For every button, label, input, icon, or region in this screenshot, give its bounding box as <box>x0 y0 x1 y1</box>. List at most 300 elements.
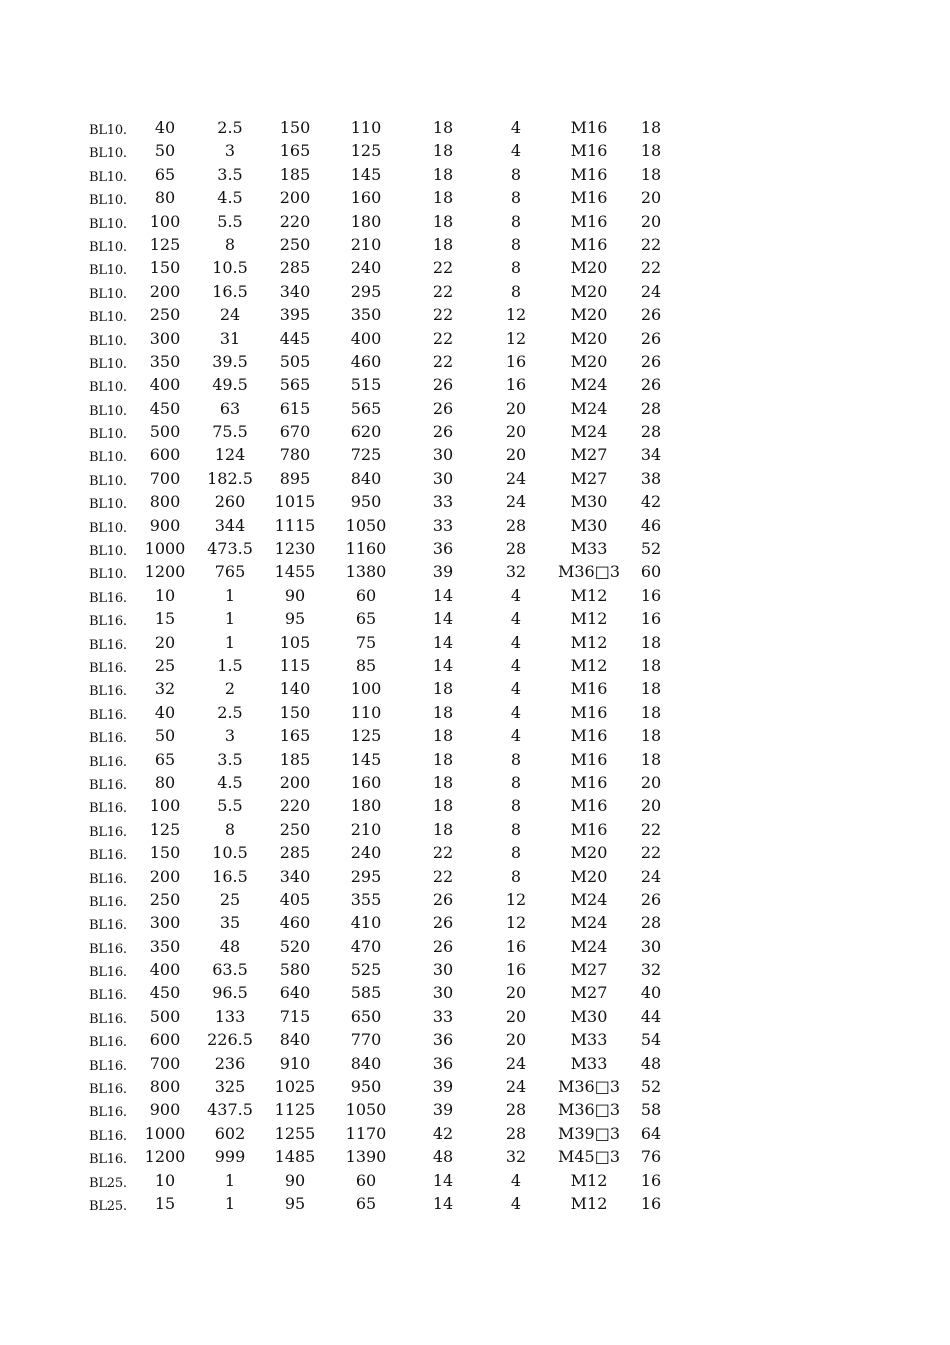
bolt-count-cell: 8 <box>510 258 522 278</box>
table-row <box>0 631 950 654</box>
series-code-cell: BL16. <box>89 1035 127 1051</box>
hole-diameter-cell: 18 <box>432 211 454 231</box>
weight-cell: 16.5 <box>212 281 248 301</box>
bolt-circle-cell: 110 <box>350 702 382 722</box>
bolt-count-cell: 4 <box>510 655 522 675</box>
table-row <box>0 677 950 700</box>
series-code-cell: BL16. <box>89 941 127 957</box>
nominal-size-cell: 200 <box>149 866 181 886</box>
nominal-size-cell: 15 <box>154 609 176 629</box>
series-code-cell: BL10. <box>89 473 127 489</box>
nominal-size-cell: 800 <box>149 1077 181 1097</box>
bolt-count-cell: 20 <box>505 983 527 1003</box>
hole-diameter-cell: 30 <box>432 960 454 980</box>
series-code-cell: BL16. <box>89 1011 127 1027</box>
bolt-count-cell: 20 <box>505 398 527 418</box>
bolt-count-cell: 8 <box>510 188 522 208</box>
bolt-size-cell: M30 <box>570 1006 608 1026</box>
thickness-cell: 18 <box>640 679 662 699</box>
thickness-cell: 40 <box>640 983 662 1003</box>
hole-diameter-cell: 26 <box>432 398 454 418</box>
bolt-count-cell: 20 <box>505 445 527 465</box>
hole-diameter-cell: 22 <box>432 281 454 301</box>
bolt-count-cell: 4 <box>510 609 522 629</box>
thickness-cell: 28 <box>640 913 662 933</box>
table-row <box>0 233 950 256</box>
bolt-circle-cell: 110 <box>350 118 382 137</box>
bolt-count-cell: 28 <box>505 539 527 559</box>
nominal-size-cell: 80 <box>154 188 176 208</box>
bolt-count-cell: 4 <box>510 141 522 161</box>
nominal-size-cell: 700 <box>149 1053 181 1073</box>
table-row <box>0 958 950 981</box>
bolt-size-cell: M12 <box>570 609 608 629</box>
bolt-circle-cell: 180 <box>350 796 382 816</box>
nominal-size-cell: 10 <box>154 1170 176 1190</box>
thickness-cell: 22 <box>640 258 662 278</box>
outer-diameter-cell: 615 <box>279 398 311 418</box>
bolt-count-cell: 8 <box>510 749 522 769</box>
series-code-cell: BL10. <box>89 286 127 302</box>
thickness-cell: 24 <box>640 866 662 886</box>
thickness-cell: 26 <box>640 889 662 909</box>
bolt-circle-cell: 75 <box>355 632 377 652</box>
series-code-cell: BL10. <box>89 497 127 513</box>
weight-cell: 3.5 <box>217 749 243 769</box>
thickness-cell: 26 <box>640 305 662 325</box>
bolt-circle-cell: 515 <box>350 375 382 395</box>
table-row <box>0 584 950 607</box>
bolt-circle-cell: 125 <box>350 726 382 746</box>
outer-diameter-cell: 150 <box>279 118 311 137</box>
outer-diameter-cell: 90 <box>284 1170 306 1190</box>
bolt-circle-cell: 1050 <box>345 1100 387 1120</box>
bolt-circle-cell: 840 <box>350 1053 382 1073</box>
nominal-size-cell: 1000 <box>144 539 186 559</box>
bolt-count-cell: 32 <box>505 1147 527 1167</box>
thickness-cell: 32 <box>640 960 662 980</box>
table-row <box>0 537 950 560</box>
nominal-size-cell: 15 <box>154 1193 176 1213</box>
table-row <box>0 514 950 537</box>
thickness-cell: 18 <box>640 749 662 769</box>
bolt-size-cell: M24 <box>570 422 608 442</box>
bolt-circle-cell: 840 <box>350 468 382 488</box>
thickness-cell: 16 <box>640 609 662 629</box>
hole-diameter-cell: 22 <box>432 866 454 886</box>
nominal-size-cell: 20 <box>154 632 176 652</box>
series-code-cell: BL25. <box>89 1198 127 1214</box>
hole-diameter-cell: 22 <box>432 843 454 863</box>
nominal-size-cell: 400 <box>149 375 181 395</box>
bolt-count-cell: 16 <box>505 960 527 980</box>
nominal-size-cell: 125 <box>149 234 181 254</box>
bolt-count-cell: 12 <box>505 305 527 325</box>
table-row <box>0 327 950 350</box>
hole-diameter-cell: 18 <box>432 772 454 792</box>
series-code-cell: BL10. <box>89 169 127 185</box>
series-code-cell: BL16. <box>89 894 127 910</box>
thickness-cell: 42 <box>640 492 662 512</box>
nominal-size-cell: 350 <box>149 351 181 371</box>
nominal-size-cell: 900 <box>149 1100 181 1120</box>
series-code-cell: BL10. <box>89 263 127 279</box>
weight-cell: 260 <box>214 492 246 512</box>
bolt-circle-cell: 160 <box>350 772 382 792</box>
table-row <box>0 1122 950 1145</box>
table-row <box>0 560 950 583</box>
series-code-cell: BL16. <box>89 777 127 793</box>
series-code-cell: BL10. <box>89 310 127 326</box>
outer-diameter-cell: 580 <box>279 960 311 980</box>
table-row <box>0 467 950 490</box>
thickness-cell: 30 <box>640 936 662 956</box>
bolt-size-cell: M16 <box>570 234 608 254</box>
series-code-cell: BL10. <box>89 403 127 419</box>
weight-cell: 2.5 <box>217 118 243 137</box>
bolt-count-cell: 28 <box>505 1123 527 1143</box>
bolt-size-cell: M16 <box>570 819 608 839</box>
weight-cell: 96.5 <box>212 983 248 1003</box>
bolt-count-cell: 16 <box>505 936 527 956</box>
hole-diameter-cell: 33 <box>432 1006 454 1026</box>
bolt-circle-cell: 585 <box>350 983 382 1003</box>
hole-diameter-cell: 14 <box>432 1193 454 1213</box>
table-row <box>0 1028 950 1051</box>
hole-diameter-cell: 33 <box>432 515 454 535</box>
nominal-size-cell: 900 <box>149 515 181 535</box>
bolt-size-cell: M39□3 <box>557 1123 621 1143</box>
hole-diameter-cell: 26 <box>432 936 454 956</box>
bolt-circle-cell: 355 <box>350 889 382 909</box>
nominal-size-cell: 10 <box>154 585 176 605</box>
bolt-size-cell: M16 <box>570 188 608 208</box>
thickness-cell: 26 <box>640 375 662 395</box>
series-code-cell: BL16. <box>89 965 127 981</box>
bolt-circle-cell: 650 <box>350 1006 382 1026</box>
outer-diameter-cell: 445 <box>279 328 311 348</box>
series-code-cell: BL10. <box>89 123 127 138</box>
bolt-circle-cell: 295 <box>350 281 382 301</box>
series-code-cell: BL16. <box>89 918 127 934</box>
weight-cell: 124 <box>214 445 246 465</box>
outer-diameter-cell: 640 <box>279 983 311 1003</box>
bolt-count-cell: 32 <box>505 562 527 582</box>
bolt-circle-cell: 620 <box>350 422 382 442</box>
bolt-circle-cell: 1390 <box>345 1147 387 1167</box>
thickness-cell: 16 <box>640 585 662 605</box>
thickness-cell: 22 <box>640 843 662 863</box>
weight-cell: 1 <box>224 609 236 629</box>
bolt-size-cell: M16 <box>570 772 608 792</box>
nominal-size-cell: 150 <box>149 843 181 863</box>
weight-cell: 5.5 <box>217 796 243 816</box>
thickness-cell: 44 <box>640 1006 662 1026</box>
thickness-cell: 52 <box>640 1077 662 1097</box>
table-row <box>0 701 950 724</box>
weight-cell: 765 <box>214 562 246 582</box>
weight-cell: 226.5 <box>207 1030 253 1050</box>
outer-diameter-cell: 200 <box>279 188 311 208</box>
thickness-cell: 54 <box>640 1030 662 1050</box>
bolt-size-cell: M20 <box>570 305 608 325</box>
bolt-count-cell: 12 <box>505 913 527 933</box>
bolt-circle-cell: 160 <box>350 188 382 208</box>
hole-diameter-cell: 30 <box>432 445 454 465</box>
weight-cell: 10.5 <box>212 258 248 278</box>
weight-cell: 1 <box>224 1170 236 1190</box>
series-code-cell: BL16. <box>89 754 127 770</box>
bolt-size-cell: M24 <box>570 375 608 395</box>
series-code-cell: BL16. <box>89 1128 127 1144</box>
thickness-cell: 16 <box>640 1193 662 1213</box>
nominal-size-cell: 300 <box>149 328 181 348</box>
bolt-count-cell: 4 <box>510 1170 522 1190</box>
series-code-cell: BL10. <box>89 333 127 349</box>
table-row <box>0 1169 950 1192</box>
bolt-size-cell: M24 <box>570 936 608 956</box>
bolt-circle-cell: 470 <box>350 936 382 956</box>
bolt-size-cell: M12 <box>570 632 608 652</box>
table-row <box>0 771 950 794</box>
hole-diameter-cell: 18 <box>432 726 454 746</box>
nominal-size-cell: 25 <box>154 655 176 675</box>
outer-diameter-cell: 1230 <box>274 539 316 559</box>
bolt-count-cell: 8 <box>510 796 522 816</box>
nominal-size-cell: 125 <box>149 819 181 839</box>
series-code-cell: BL10. <box>89 146 127 162</box>
weight-cell: 75.5 <box>212 422 248 442</box>
hole-diameter-cell: 30 <box>432 468 454 488</box>
series-code-cell: BL10. <box>89 520 127 536</box>
bolt-circle-cell: 295 <box>350 866 382 886</box>
thickness-cell: 26 <box>640 351 662 371</box>
thickness-cell: 34 <box>640 445 662 465</box>
bolt-count-cell: 8 <box>510 866 522 886</box>
thickness-cell: 20 <box>640 188 662 208</box>
outer-diameter-cell: 780 <box>279 445 311 465</box>
thickness-cell: 58 <box>640 1100 662 1120</box>
weight-cell: 2 <box>224 679 236 699</box>
nominal-size-cell: 40 <box>154 118 176 137</box>
weight-cell: 63 <box>219 398 241 418</box>
weight-cell: 8 <box>224 234 236 254</box>
series-code-cell: BL10. <box>89 544 127 560</box>
bolt-size-cell: M33 <box>570 1030 608 1050</box>
outer-diameter-cell: 395 <box>279 305 311 325</box>
hole-diameter-cell: 18 <box>432 796 454 816</box>
hole-diameter-cell: 26 <box>432 889 454 909</box>
outer-diameter-cell: 1255 <box>274 1123 316 1143</box>
table-row <box>0 186 950 209</box>
bolt-size-cell: M27 <box>570 960 608 980</box>
bolt-circle-cell: 1380 <box>345 562 387 582</box>
table-row <box>0 303 950 326</box>
bolt-circle-cell: 400 <box>350 328 382 348</box>
outer-diameter-cell: 200 <box>279 772 311 792</box>
thickness-cell: 18 <box>640 118 662 137</box>
outer-diameter-cell: 165 <box>279 726 311 746</box>
bolt-circle-cell: 145 <box>350 749 382 769</box>
series-code-cell: BL10. <box>89 239 127 255</box>
thickness-cell: 18 <box>640 702 662 722</box>
bolt-count-cell: 8 <box>510 819 522 839</box>
series-code-cell: BL16. <box>89 614 127 630</box>
outer-diameter-cell: 115 <box>279 655 311 675</box>
thickness-cell: 60 <box>640 562 662 582</box>
bolt-size-cell: M30 <box>570 515 608 535</box>
nominal-size-cell: 500 <box>149 1006 181 1026</box>
hole-diameter-cell: 26 <box>432 422 454 442</box>
thickness-cell: 64 <box>640 1123 662 1143</box>
nominal-size-cell: 40 <box>154 702 176 722</box>
table-row <box>0 420 950 443</box>
table-row <box>0 139 950 162</box>
nominal-size-cell: 600 <box>149 1030 181 1050</box>
bolt-circle-cell: 950 <box>350 492 382 512</box>
weight-cell: 325 <box>214 1077 246 1097</box>
weight-cell: 1.5 <box>217 655 243 675</box>
weight-cell: 133 <box>214 1006 246 1026</box>
table-row <box>0 794 950 817</box>
outer-diameter-cell: 505 <box>279 351 311 371</box>
nominal-size-cell: 100 <box>149 211 181 231</box>
bolt-size-cell: M27 <box>570 983 608 1003</box>
hole-diameter-cell: 18 <box>432 188 454 208</box>
outer-diameter-cell: 1025 <box>274 1077 316 1097</box>
table-row <box>0 865 950 888</box>
hole-diameter-cell: 22 <box>432 351 454 371</box>
bolt-count-cell: 8 <box>510 772 522 792</box>
bolt-size-cell: M20 <box>570 866 608 886</box>
bolt-count-cell: 8 <box>510 234 522 254</box>
table-row <box>0 1145 950 1168</box>
outer-diameter-cell: 340 <box>279 866 311 886</box>
outer-diameter-cell: 910 <box>279 1053 311 1073</box>
nominal-size-cell: 350 <box>149 936 181 956</box>
bolt-count-cell: 4 <box>510 679 522 699</box>
table-row <box>0 1192 950 1215</box>
table-row <box>0 280 950 303</box>
series-code-cell: BL10. <box>89 567 127 583</box>
thickness-cell: 18 <box>640 164 662 184</box>
outer-diameter-cell: 895 <box>279 468 311 488</box>
nominal-size-cell: 400 <box>149 960 181 980</box>
bolt-circle-cell: 950 <box>350 1077 382 1097</box>
nominal-size-cell: 450 <box>149 983 181 1003</box>
outer-diameter-cell: 670 <box>279 422 311 442</box>
bolt-circle-cell: 1050 <box>345 515 387 535</box>
weight-cell: 1 <box>224 632 236 652</box>
series-code-cell: BL16. <box>89 801 127 817</box>
weight-cell: 2.5 <box>217 702 243 722</box>
hole-diameter-cell: 18 <box>432 164 454 184</box>
table-row <box>0 443 950 466</box>
table-row <box>0 116 950 139</box>
bolt-size-cell: M20 <box>570 843 608 863</box>
series-code-cell: BL16. <box>89 988 127 1004</box>
weight-cell: 16.5 <box>212 866 248 886</box>
thickness-cell: 24 <box>640 281 662 301</box>
table-row <box>0 373 950 396</box>
hole-diameter-cell: 36 <box>432 1053 454 1073</box>
bolt-circle-cell: 85 <box>355 655 377 675</box>
table-row <box>0 490 950 513</box>
outer-diameter-cell: 285 <box>279 258 311 278</box>
table-row <box>0 1052 950 1075</box>
bolt-size-cell: M24 <box>570 913 608 933</box>
series-code-cell: BL10. <box>89 450 127 466</box>
thickness-cell: 48 <box>640 1053 662 1073</box>
weight-cell: 4.5 <box>217 188 243 208</box>
bolt-size-cell: M20 <box>570 351 608 371</box>
series-code-cell: BL25. <box>89 1175 127 1191</box>
outer-diameter-cell: 460 <box>279 913 311 933</box>
thickness-cell: 18 <box>640 726 662 746</box>
thickness-cell: 16 <box>640 1170 662 1190</box>
bolt-count-cell: 4 <box>510 1193 522 1213</box>
nominal-size-cell: 80 <box>154 772 176 792</box>
nominal-size-cell: 300 <box>149 913 181 933</box>
nominal-size-cell: 100 <box>149 796 181 816</box>
bolt-circle-cell: 210 <box>350 819 382 839</box>
bolt-size-cell: M16 <box>570 749 608 769</box>
nominal-size-cell: 500 <box>149 422 181 442</box>
bolt-circle-cell: 565 <box>350 398 382 418</box>
weight-cell: 3.5 <box>217 164 243 184</box>
bolt-size-cell: M33 <box>570 539 608 559</box>
table-row <box>0 1005 950 1028</box>
bolt-size-cell: M16 <box>570 726 608 746</box>
outer-diameter-cell: 165 <box>279 141 311 161</box>
weight-cell: 182.5 <box>207 468 253 488</box>
series-code-cell: BL16. <box>89 871 127 887</box>
hole-diameter-cell: 22 <box>432 258 454 278</box>
bolt-size-cell: M20 <box>570 328 608 348</box>
bolt-count-cell: 4 <box>510 118 522 137</box>
thickness-cell: 22 <box>640 234 662 254</box>
bolt-count-cell: 16 <box>505 351 527 371</box>
nominal-size-cell: 250 <box>149 889 181 909</box>
series-code-cell: BL10. <box>89 356 127 372</box>
bolt-count-cell: 12 <box>505 889 527 909</box>
bolt-count-cell: 24 <box>505 1053 527 1073</box>
weight-cell: 999 <box>214 1147 246 1167</box>
bolt-circle-cell: 460 <box>350 351 382 371</box>
hole-diameter-cell: 18 <box>432 234 454 254</box>
hole-diameter-cell: 14 <box>432 585 454 605</box>
table-row <box>0 1075 950 1098</box>
weight-cell: 344 <box>214 515 246 535</box>
weight-cell: 3 <box>224 141 236 161</box>
nominal-size-cell: 50 <box>154 726 176 746</box>
outer-diameter-cell: 340 <box>279 281 311 301</box>
bolt-count-cell: 8 <box>510 843 522 863</box>
series-code-cell: BL16. <box>89 684 127 700</box>
outer-diameter-cell: 840 <box>279 1030 311 1050</box>
bolt-circle-cell: 240 <box>350 843 382 863</box>
outer-diameter-cell: 95 <box>284 609 306 629</box>
data-table <box>0 116 950 1215</box>
bolt-count-cell: 4 <box>510 632 522 652</box>
bolt-count-cell: 20 <box>505 1006 527 1026</box>
outer-diameter-cell: 520 <box>279 936 311 956</box>
bolt-count-cell: 20 <box>505 1030 527 1050</box>
hole-diameter-cell: 18 <box>432 118 454 137</box>
bolt-size-cell: M24 <box>570 889 608 909</box>
hole-diameter-cell: 18 <box>432 819 454 839</box>
weight-cell: 1 <box>224 585 236 605</box>
